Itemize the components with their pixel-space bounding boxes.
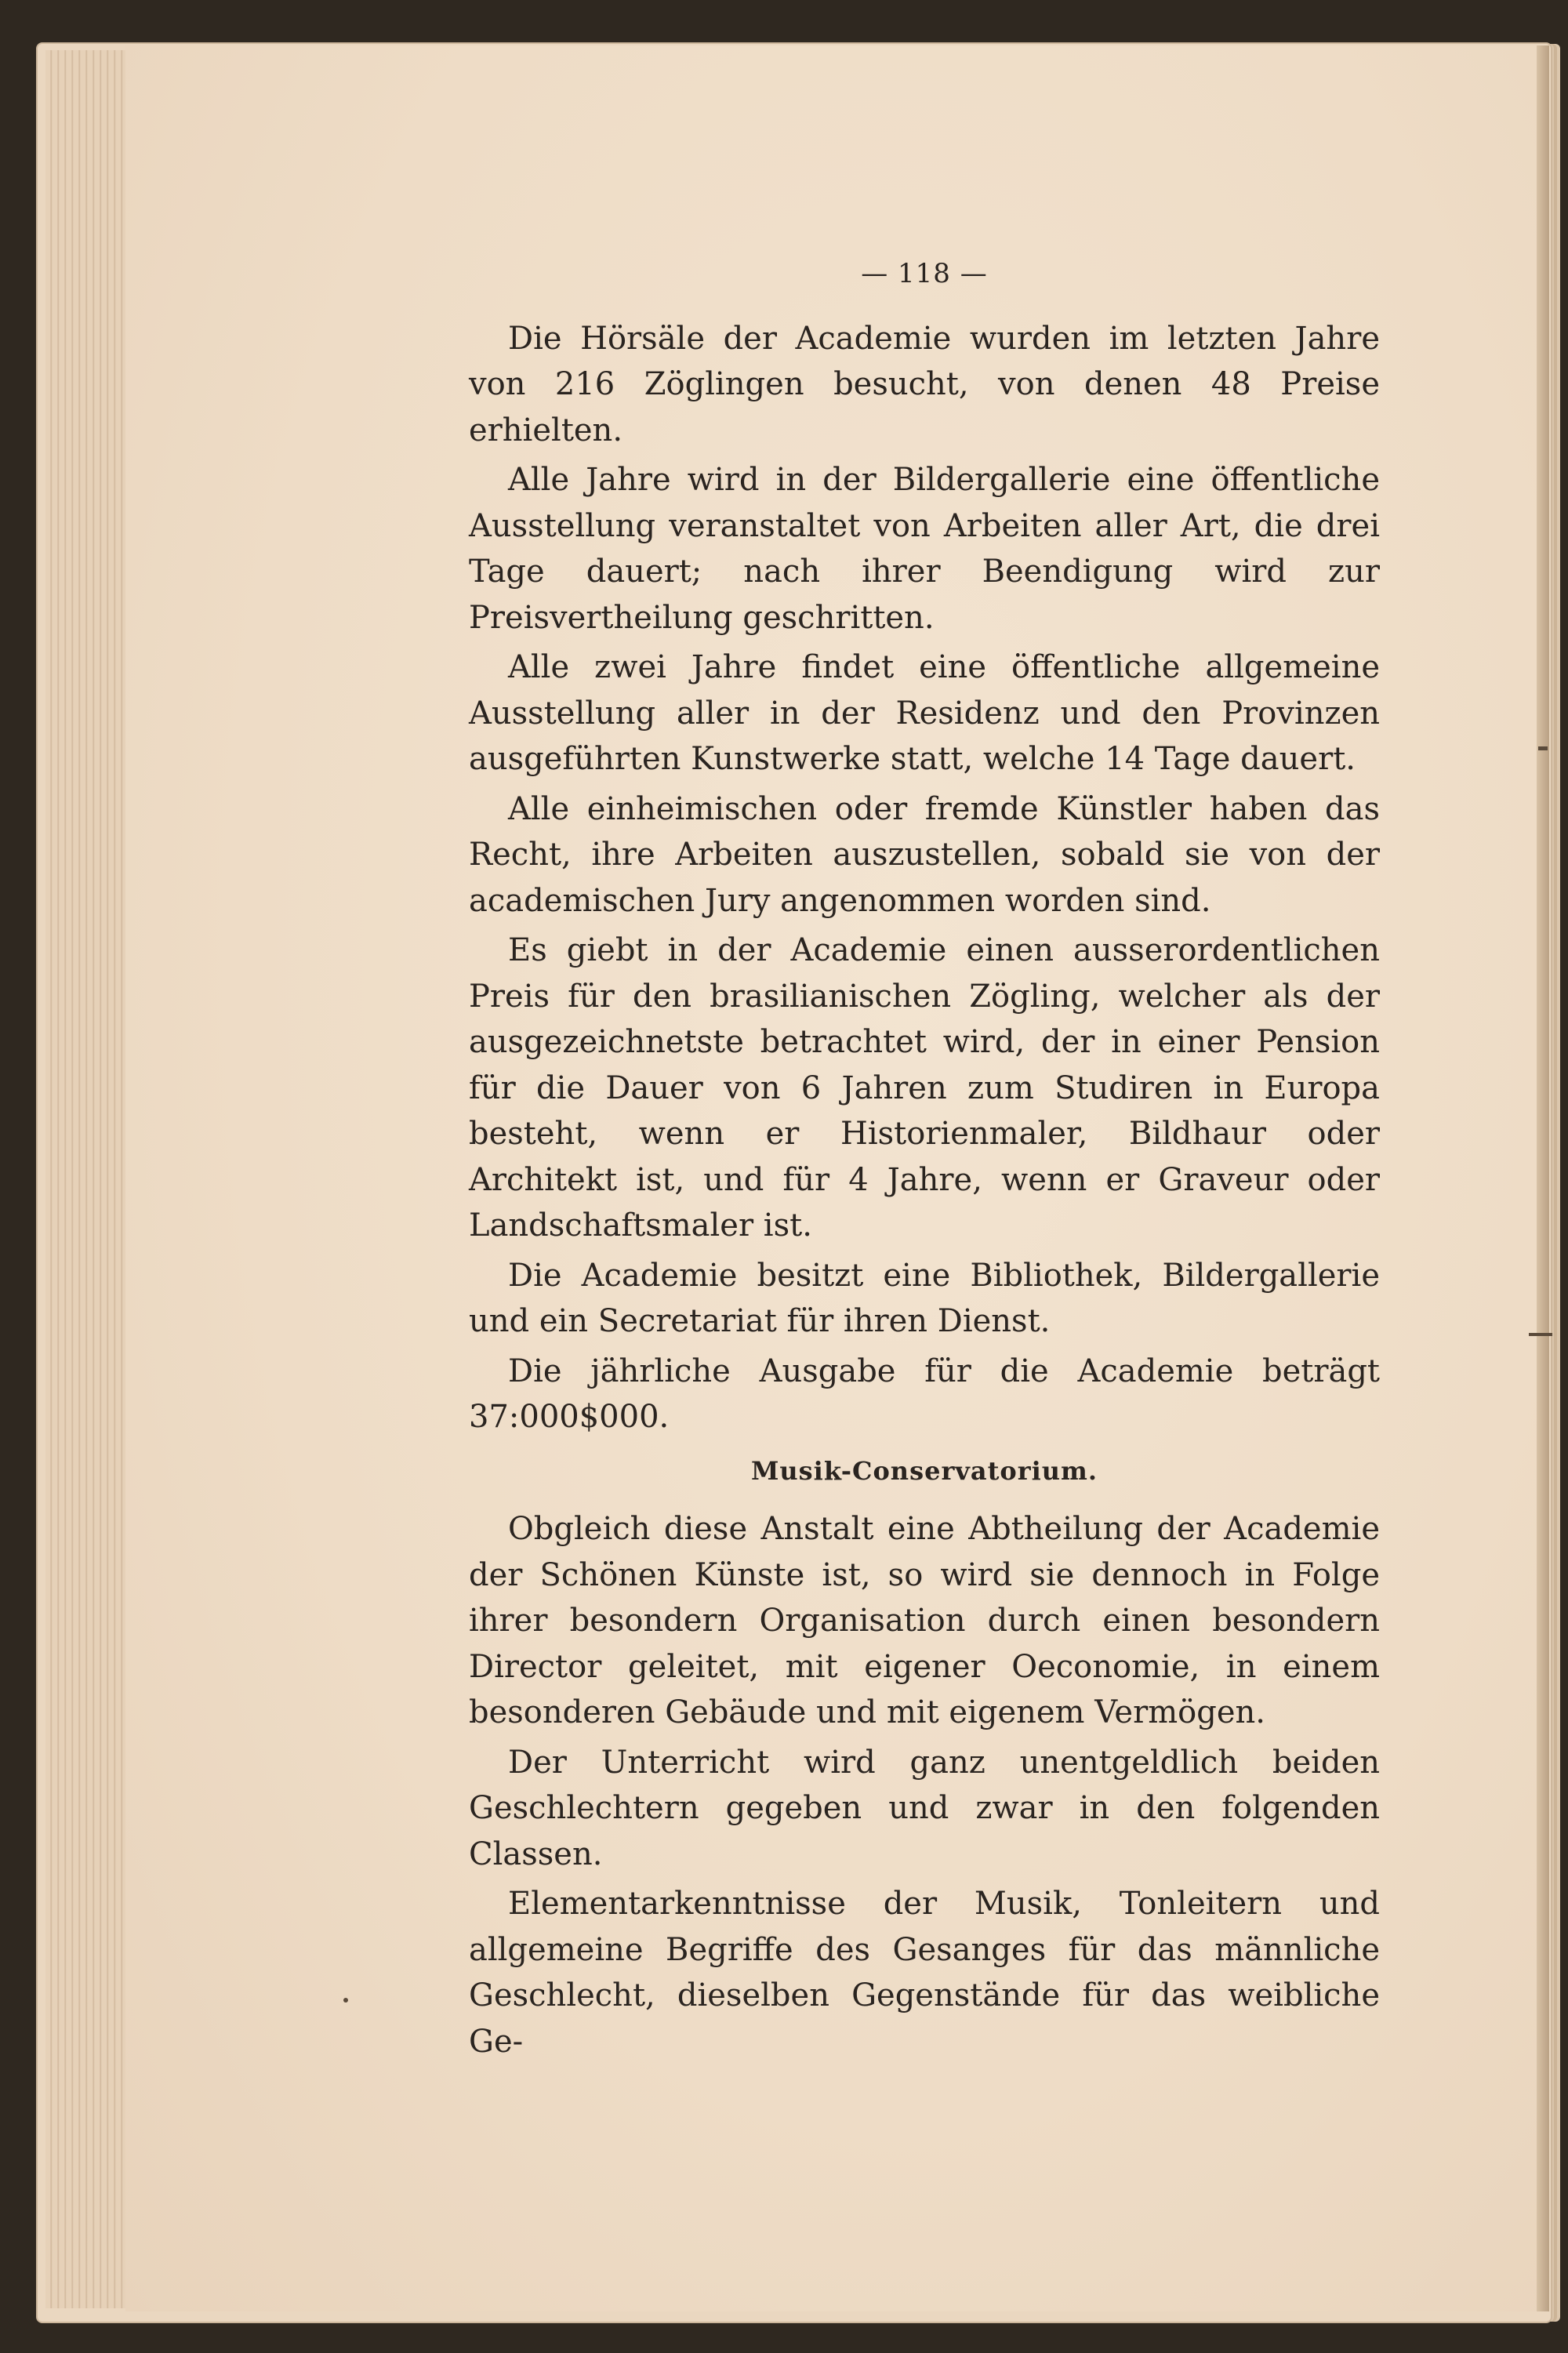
page-number: — 118 — [861,258,988,289]
paragraph: Die jährliche Ausgabe für die Academie beträgt 37:000$000. [469,1353,1380,1435]
gutter-edge [1537,45,1549,2311]
text-block [469,251,1380,2068]
paragraph: Obgleich diese Anstalt eine Abtheilung der Academie der Schönen Künste ist, so wird sie dennoch in Folge ihrer besondern Organisation durch einen besondern Director geleitet, mit eigener Oeconomie, in einem besonderen Gebäude und mit eigenem Vermögen. [469,1511,1380,1730]
paragraph: Es giebt in der Academie einen ausserordentlichen Preis für den brasilianischen Zögling, welcher als der ausgezeichnetste betrachtet wird, der in einer Pension für die Dauer von 6 Jahren zum Studiren in Europa besteht, wenn er Historienmaler, Bildhaur oder Architekt ist, und für 4 Jahre, wenn er Graveur oder Landschaftsmaler ist. [469,932,1380,1244]
margin-mark [1529,1333,1552,1336]
paragraph: Der Unterricht wird ganz unentgeldlich beiden Geschlechtern gegeben und zwar in den folgenden Classen. [469,1744,1380,1872]
margin-mark [1538,746,1548,750]
paragraph: Alle einheimischen oder fremde Künstler haben das Recht, ihre Arbeiten auszustellen, sobald sie von der academischen Jury angenommen worden sind. [469,790,1380,919]
paragraph: Die Hörsäle der Academie wurden im letzten Jahre von 216 Zöglingen besucht, von denen 48 Preise erhielten. [469,320,1380,448]
paragraph: Alle zwei Jahre findet eine öffentliche allgemeine Ausstellung aller in der Residenz und den Provinzen ausgeführten Kunstwerke statt, welche 14 Tage dauert. [469,649,1380,777]
margin-mark [343,1998,348,2003]
paragraph: Alle Jahre wird in der Bildergallerie eine öffentliche Ausstellung veranstaltet von Arbeiten aller Art, die drei Tage dauert; nach ihrer Beendigung wird zur Preisvertheilung geschritten. [469,462,1380,636]
paragraph: Elementarkenntnisse der Musik, Tonleitern und allgemeine Begriffe des Gesanges für das männliche Geschlecht, dieselben Gegenstände für das weibliche Ge- [469,1886,1380,2060]
page-stack [45,50,132,2308]
paragraph: Die Academie besitzt eine Bibliothek, Bildergallerie und ein Secretariat für ihren Dienst. [469,1257,1380,1339]
section-heading: Musik-Conservatorium. [750,1455,1098,1486]
